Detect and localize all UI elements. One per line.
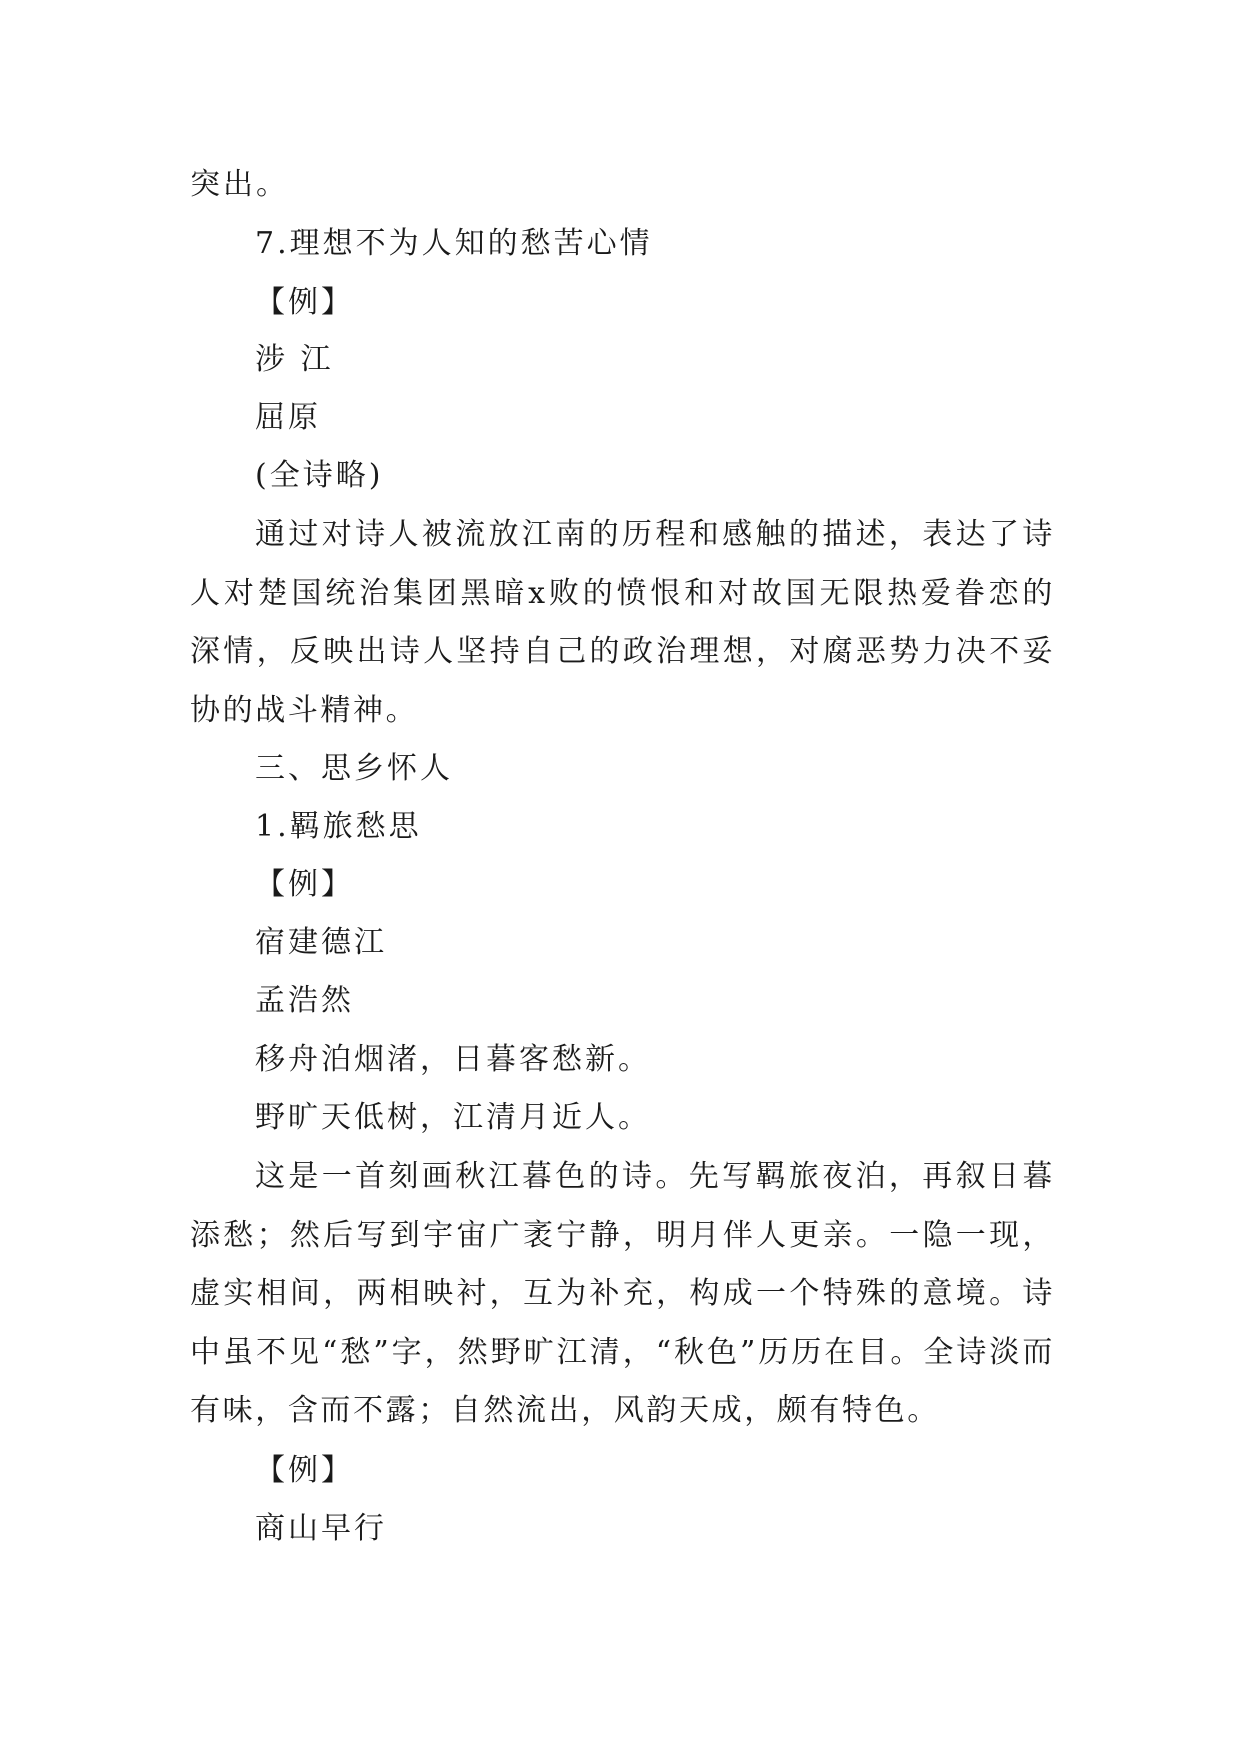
poem-author-quyuan: 屈原 [255,400,321,435]
example-marker: 【例】 [255,1453,354,1488]
analysis-paragraph-sujiandejiang: 这是一首刻画秋江暮色的诗。先写羁旅夜泊，再叙日暮添愁；然后写到宇宙广袤宁静，明月伴人更亲。一隐一现，虚实相间，两相映衬，互为补充，构成一个特殊的意境。诗中虽不见“愁”字，然野旷江清，“秋色”历历在目。全诗淡而有味，含而不露；自然流出，风韵天成，颇有特色。 [190,1159,1055,1428]
section-heading-3: 三、思乡怀人 [255,751,453,786]
poem-title-sujiandejiang: 宿建德江 [255,925,387,960]
example-marker: 【例】 [255,867,354,902]
poem-line-2: 野旷天低树，江清月近人。 [255,1100,651,1135]
poem-omitted-note: (全诗略) [255,458,384,493]
poem-title-shejiang: 涉 江 [255,342,334,377]
poem-line-1: 移舟泊烟渚，日暮客愁新。 [255,1042,651,1077]
analysis-paragraph-shejiang: 通过对诗人被流放江南的历程和感触的描述，表达了诗人对楚国统治集团黑暗x败的愤恨和对故国无限热爱眷恋的深情，反映出诗人坚持自己的政治理想，对腐恶势力决不妥协的战斗精神。 [190,517,1055,728]
text-line-continuation: 突出。 [190,167,289,202]
poem-author-menghaoran: 孟浩然 [255,983,354,1018]
poem-title-shangshanzaoxing: 商山早行 [255,1511,387,1546]
section-heading-7: 7.理想不为人知的愁苦心情 [255,226,653,261]
subsection-heading-1: 1.羁旅愁思 [255,809,422,844]
example-marker: 【例】 [255,285,354,320]
